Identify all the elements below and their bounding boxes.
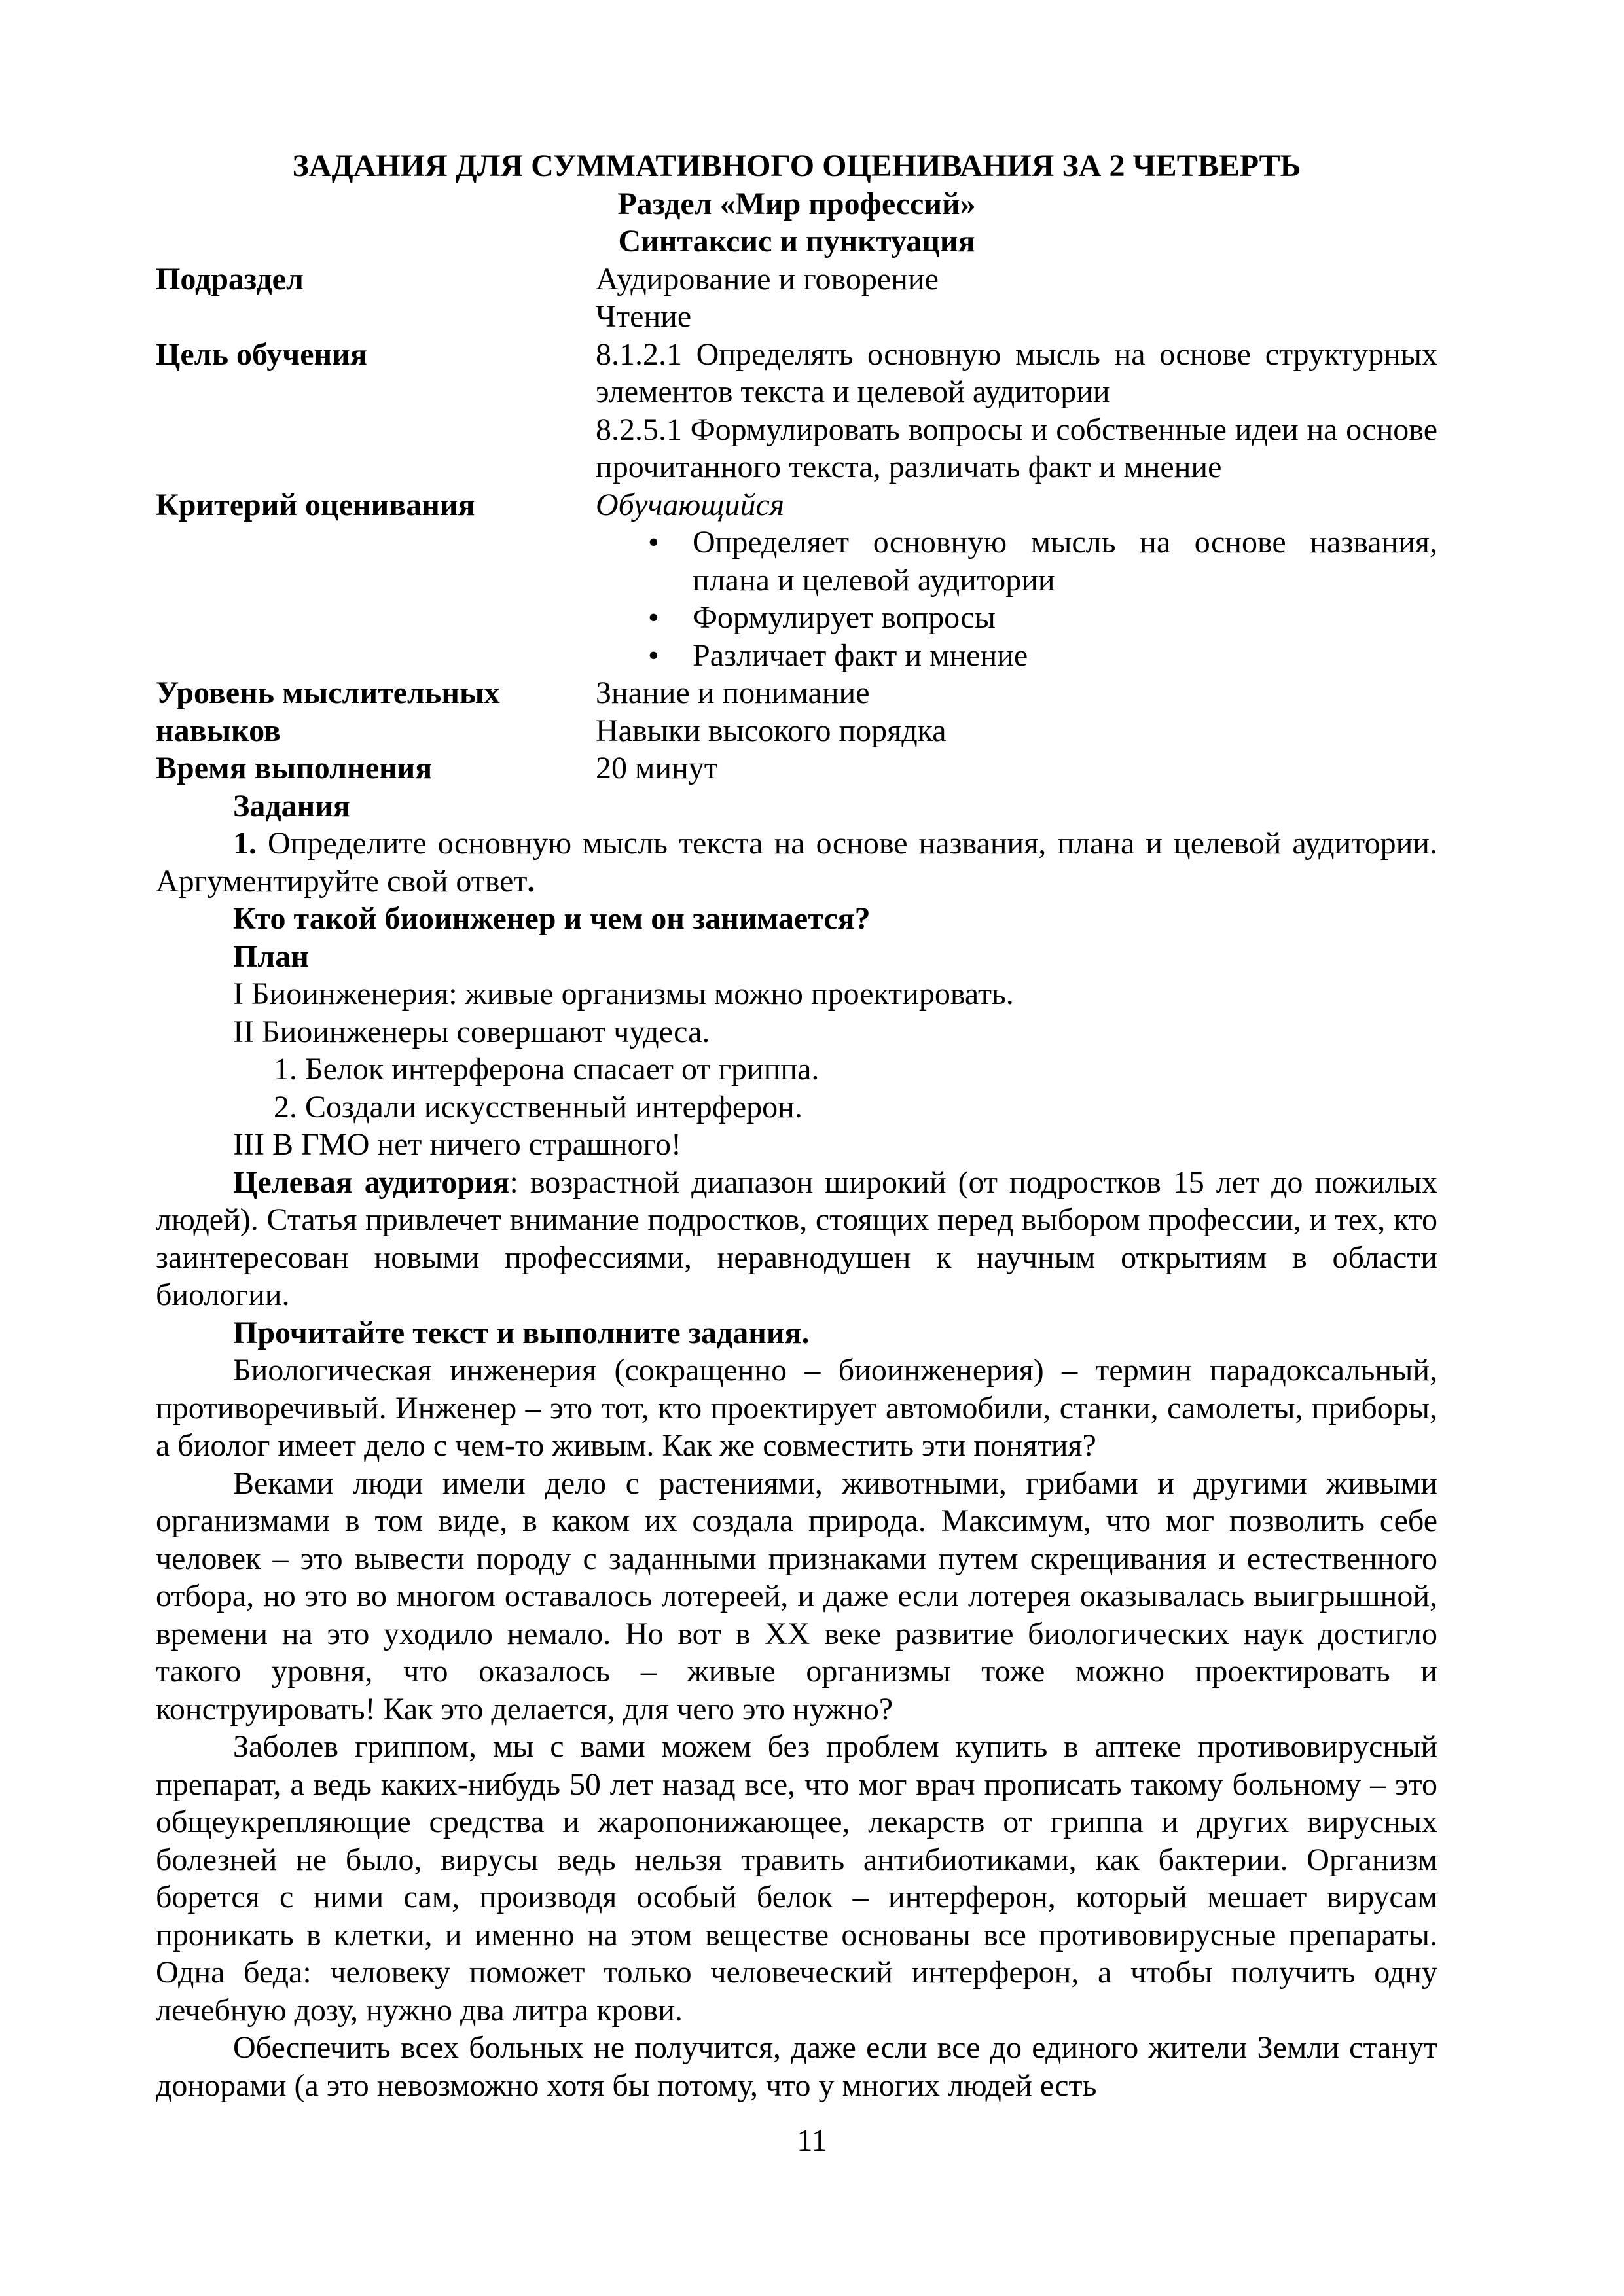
plan-heading: План [233,939,309,974]
level-values [596,674,1437,749]
article-title: Кто такой биоинженер и чем он занимается? [233,901,871,936]
criteria-intro: Обучающийся [596,487,785,522]
plan-item: III В ГМО нет ничего страшного! [233,1127,682,1162]
plan-item: II Биоинженеры совершают чудеса. [233,1014,710,1049]
target-audience: Целевая аудитория: возрастной диапазон широкий (от подростков 15 лет до пожилых людей). Статья привлечет внимание подростков, стоящих перед выбором профессии, и тех, кто заинтересован новыми профессиями, неравнодушен к научным открытиям в области биологии. [156,1164,1438,1312]
audience-label: Целевая аудитория [233,1164,510,1200]
criteria-row [156,486,1437,675]
bullet-icon: • [648,600,659,635]
criteria-list [596,524,1437,674]
text-paragraph: Обеспечить всех больных не получится, даже если все до единого жители Земли станут донорами (а это невозможно хотя бы потому, что у многих людей есть [156,2030,1437,2103]
criteria-values [596,486,1437,675]
text-paragraph: Заболев гриппом, мы с вами можем без проблем купить в аптеке противовирусный препарат, а ведь каких-нибудь 50 лет назад все, что мог врач прописать такому больному – это общеукрепляющие средства и жаропонижающее, лекарств от гриппа и других вирусных болезней не было, вирусы ведь нельзя травить антибиотиками, как бактерии. Организм борется с ними сам, производя особый белок – интерферон, который мешает вирусам проникать в клетки, и именно на этом веществе основаны все противовирусные препараты. Одна беда: человеку поможет только человеческий интерферон, а чтобы получить одну лечебную дозу, нужно два литра крови. [156,1729,1437,2028]
criteria-item: • Определяет основную мысль на основе названия, плана и целевой аудитории [648,525,1437,598]
topic-title: Синтаксис и пунктуация [618,224,975,259]
subsection-label: Подраздел [156,261,304,296]
goal-values [596,336,1437,486]
time-label: Время выполнения [156,751,433,785]
subsection-value: Аудирование и говорение [596,261,939,296]
task-1: 1. Определите основную мысль текста на основе названия, плана и целевой аудитории. Аргументируйте свой ответ. [156,826,1437,899]
level-value: Навыки высокого порядка [596,713,947,748]
level-row [156,674,1437,749]
level-value: Знание и понимание [596,675,870,710]
subsection-values [596,260,1437,336]
level-label: Уровень мыслительных навыков [156,675,500,748]
goal-label: Цель обучения [156,336,367,372]
page-number: 11 [797,2123,827,2158]
document-title: ЗАДАНИЯ ДЛЯ СУММАТИВНОГО ОЦЕНИВАНИЯ ЗА 2 ЧЕТВЕРТЬ [292,149,1301,183]
goal-value: 8.1.2.1 Определять основную мысль на основе структурных элементов текста и целевой аудитории [596,336,1437,409]
time-row [156,749,1437,787]
document-page [156,147,1437,2104]
criteria-item: • Формулирует вопросы [596,599,1437,637]
bullet-icon: • [648,637,659,673]
goal-row [156,336,1437,486]
read-instruction: Прочитайте текст и выполните задания. [233,1315,810,1350]
assessment-info-table [156,260,1437,787]
tasks-heading: Задания [233,788,350,823]
text-paragraph: Веками люди имели дело с растениями, животными, грибами и другими живыми организмами в том виде, в каком их создала природа. Максимум, что мог позволить себе человек – это вывести породу с заданными признаками путем скрещивания и естественного отбора, но это во многом оставалось лотереей, и даже если лотерея оказывалась выигрышной, времени на это уходило немало. Но вот в XX веке развитие биологических наук достигло такого уровня, что оказалось – живые организмы тоже можно проектировать и конструировать! Как это делается, для чего это нужно? [156,1465,1437,1727]
subsection-value: Чтение [596,299,692,334]
plan-subitem: 1. Белок интерферона спасает от гриппа. [274,1052,820,1086]
section-title: Раздел «Мир профессий» [617,186,976,221]
plan-subitem: 2. Создали искусственный интерферон. [274,1089,803,1124]
time-value: 20 минут [596,751,718,785]
plan-item: I Биоинженерия: живые организмы можно проектировать. [233,977,1014,1011]
text-paragraph: Биологическая инженерия (сокращенно – биоинженерия) – термин парадоксальный, противоречивый. Инженер – это тот, кто проектирует автомобили, станки, самолеты, приборы, а биолог имеет дело с чем-то живым. Как же совместить эти понятия? [156,1353,1437,1463]
task-number: 1. [233,826,257,861]
goal-value: 8.2.5.1 Формулировать вопросы и собственные идеи на основе прочитанного текста, различать факт и мнение [596,412,1437,484]
criteria-item: • Различает факт и мнение [596,637,1437,675]
subsection-row [156,260,1437,336]
bullet-icon: • [648,525,659,560]
criteria-label: Критерий оценивания [156,487,475,522]
